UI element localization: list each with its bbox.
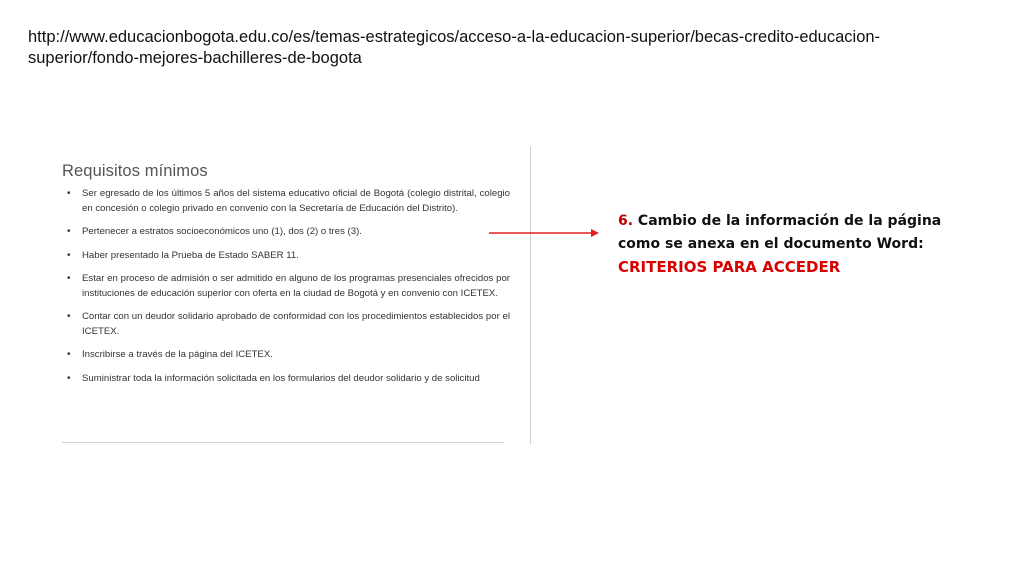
bullet-icon: • [67, 349, 71, 360]
list-item-text: Pertenecer a estratos socioeconómicos uno (1), dos (2) o tres (3). [82, 226, 362, 237]
list-item-text: Contar con un deudor solidario aprobado de conformidad con los procedimientos establecidos por el ICETEX. [82, 311, 510, 337]
list-item [62, 348, 510, 363]
list-item-text: Ser egresado de los últimos 5 años del sistema educativo oficial de Bogotá (colegio distrital, colegio en concesión o colegio privado en convenio con la Secretaría de Educación del Distrito). [82, 188, 510, 214]
bullet-icon: • [67, 372, 71, 384]
panel-title: Requisitos mínimos [62, 162, 208, 180]
bullet-icon: • [67, 226, 71, 237]
source-url-line-2[interactable]: superior/fondo-mejores-bachilleres-de-bogota [28, 49, 362, 67]
bullet-icon: • [67, 311, 71, 322]
list-item-text: Haber presentado la Prueba de Estado SABER 11. [82, 249, 299, 261]
right-arrow-icon [488, 226, 600, 240]
list-item-text: Inscribirse a través de la página del ICETEX. [82, 349, 273, 360]
list-item [62, 187, 510, 216]
list-item [62, 249, 510, 264]
source-url-line-1[interactable]: http://www.educacionbogota.edu.co/es/temas-estrategicos/acceso-a-la-educacion-superior/becas-credito-educacion- [28, 28, 881, 46]
requirements-panel [62, 150, 510, 395]
note-number: 6. [618, 213, 634, 229]
change-note [618, 210, 988, 280]
bullet-icon: • [67, 188, 71, 199]
panel-divider [62, 442, 504, 443]
bullet-icon: • [67, 273, 71, 284]
vertical-divider [530, 146, 531, 444]
note-text: Cambio de la información de la página como se anexa en el documento Word: [618, 213, 942, 252]
bullet-icon: • [67, 249, 71, 261]
list-item [62, 372, 510, 387]
list-item-text: Suministrar toda la información solicitada en los formularios del deudor solidario y de solicitud [82, 372, 480, 384]
list-item [62, 225, 510, 240]
source-url[interactable] [28, 27, 988, 69]
note-highlight: CRITERIOS PARA ACCEDER [618, 258, 841, 276]
list-item-text: Estar en proceso de admisión o ser admitido en alguno de los programas presenciales ofrecidos por instituciones de educación superior con oferta en la ciudad de Bogotá y en convenio con ICETEX. [82, 273, 510, 299]
requirements-list [62, 187, 510, 386]
list-item [62, 272, 510, 301]
list-item [62, 310, 510, 339]
